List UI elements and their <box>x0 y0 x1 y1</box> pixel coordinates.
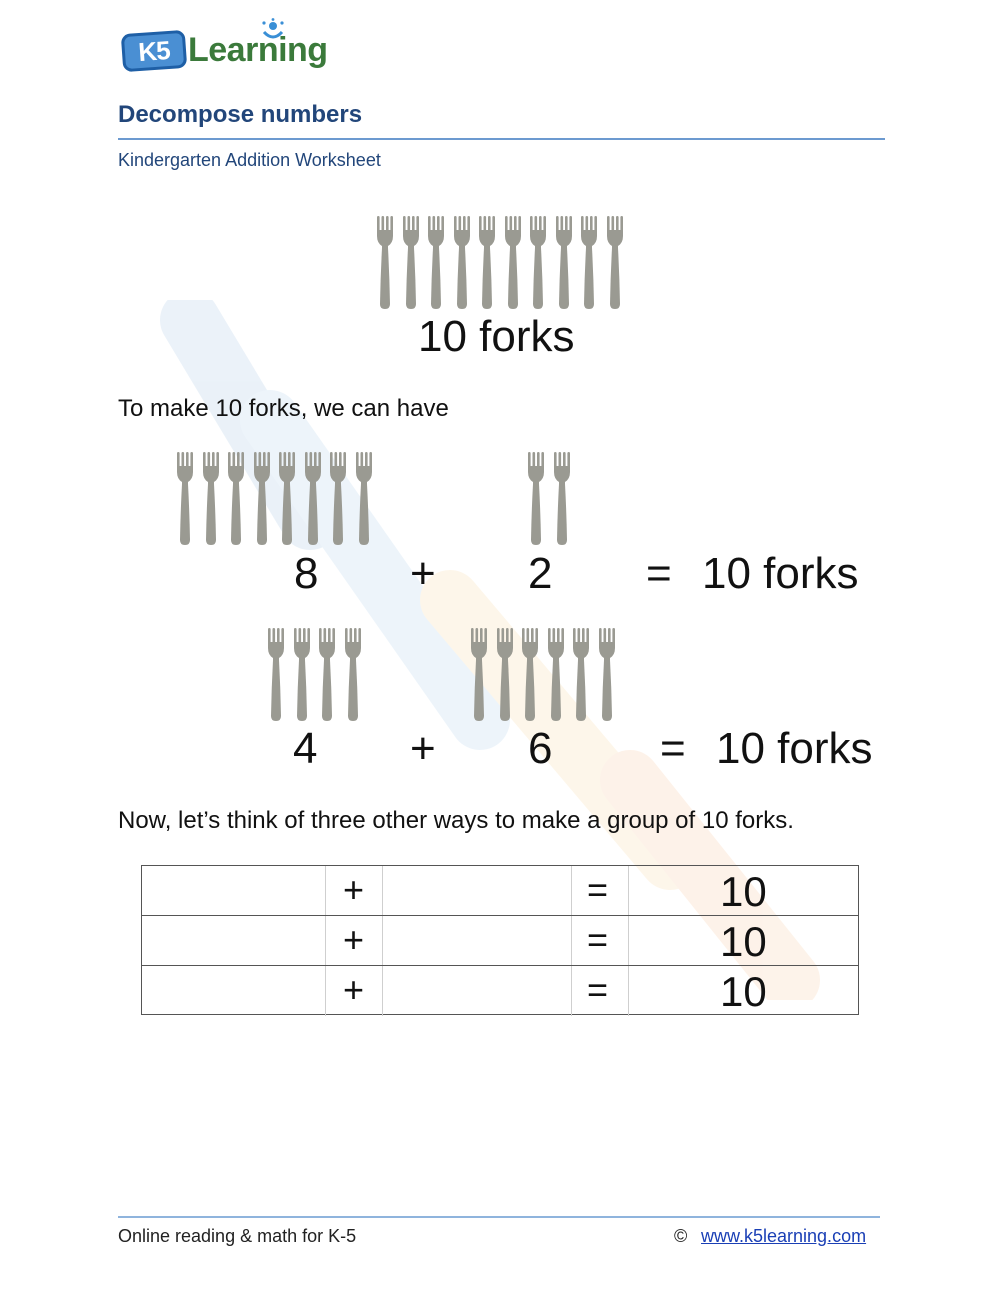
fork-icon <box>545 628 567 722</box>
answer-plus: + <box>343 969 365 1010</box>
cell-divider <box>325 966 326 1016</box>
example2-plus: + <box>410 724 436 773</box>
intro-text: To make 10 forks, we can have <box>118 395 449 422</box>
fork-icon <box>527 216 549 310</box>
fork-icon <box>476 216 498 310</box>
cell-divider <box>325 866 326 916</box>
prompt-text: Now, let’s think of three other ways to make a group of 10 forks. <box>118 807 794 834</box>
fork-icon <box>604 216 626 310</box>
answer-total: 10 <box>720 968 767 1015</box>
fork-icon <box>251 452 273 546</box>
fork-icon <box>425 216 447 310</box>
answer-row <box>141 965 859 1015</box>
answer-equals: = <box>587 969 609 1010</box>
footer-divider <box>118 1216 880 1218</box>
cell-divider <box>571 866 572 916</box>
example2-equals: = <box>660 724 686 773</box>
cell-divider <box>628 966 629 1016</box>
fork-icon <box>570 628 592 722</box>
fork-icon <box>400 216 422 310</box>
copyright-symbol: © <box>674 1226 688 1246</box>
page-subtitle: Kindergarten Addition Worksheet <box>118 150 381 170</box>
fork-group-top <box>374 216 630 312</box>
fork-group-example1-a <box>174 452 374 548</box>
answer-total: 10 <box>720 918 767 965</box>
fork-icon <box>174 452 196 546</box>
fork-icon <box>200 452 222 546</box>
example1-equals: = <box>646 549 672 598</box>
fork-icon <box>578 216 600 310</box>
answer-plus: + <box>343 919 365 960</box>
fork-icon <box>551 452 573 546</box>
fork-group-example1-b <box>525 452 575 548</box>
footer-tagline: Online reading & math for K-5 <box>118 1226 357 1246</box>
fork-icon <box>596 628 618 722</box>
top-group-label: 10 forks <box>418 312 575 361</box>
logo-k5-badge: K5 <box>121 30 187 72</box>
answer-equals: = <box>587 869 609 910</box>
fork-icon <box>327 452 349 546</box>
fork-icon <box>374 216 396 310</box>
cell-divider <box>382 966 383 1016</box>
cell-divider <box>571 916 572 966</box>
fork-icon <box>519 628 541 722</box>
fork-icon <box>451 216 473 310</box>
fork-icon <box>265 628 287 722</box>
fork-icon <box>353 452 375 546</box>
example1-addend-a: 8 <box>294 549 319 598</box>
page-title: Decompose numbers <box>118 101 363 128</box>
answer-row <box>141 915 859 965</box>
logo-star-icon <box>258 18 288 48</box>
k5-learning-logo <box>122 22 332 74</box>
example1-addend-b: 2 <box>528 549 553 598</box>
cell-divider <box>382 866 383 916</box>
fork-icon <box>502 216 524 310</box>
fork-icon <box>342 628 364 722</box>
fork-icon <box>553 216 575 310</box>
fork-icon <box>316 628 338 722</box>
fork-icon <box>494 628 516 722</box>
title-divider <box>118 138 885 140</box>
example2-addend-b: 6 <box>528 724 553 773</box>
logo-wordmark: Learning <box>188 31 328 69</box>
fork-group-example2-a <box>265 628 365 724</box>
fork-icon <box>302 452 324 546</box>
cell-divider <box>382 916 383 966</box>
example1-plus: + <box>410 549 436 598</box>
answer-total: 10 <box>720 868 767 915</box>
example1-result: 10 forks <box>702 549 859 598</box>
fork-icon <box>225 452 247 546</box>
cell-divider <box>571 966 572 1016</box>
example2-result: 10 forks <box>716 724 873 773</box>
fork-icon <box>525 452 547 546</box>
fork-icon <box>468 628 490 722</box>
answer-plus: + <box>343 869 365 910</box>
k5learning-link[interactable]: www.k5learning.com <box>701 1226 867 1246</box>
fork-icon <box>291 628 313 722</box>
cell-divider <box>628 866 629 916</box>
answer-equals: = <box>587 919 609 960</box>
cell-divider <box>325 916 326 966</box>
example2-addend-a: 4 <box>293 724 318 773</box>
cell-divider <box>628 916 629 966</box>
answer-table <box>141 865 859 1015</box>
answer-row <box>141 865 859 915</box>
fork-icon <box>276 452 298 546</box>
fork-group-example2-b <box>468 628 618 724</box>
